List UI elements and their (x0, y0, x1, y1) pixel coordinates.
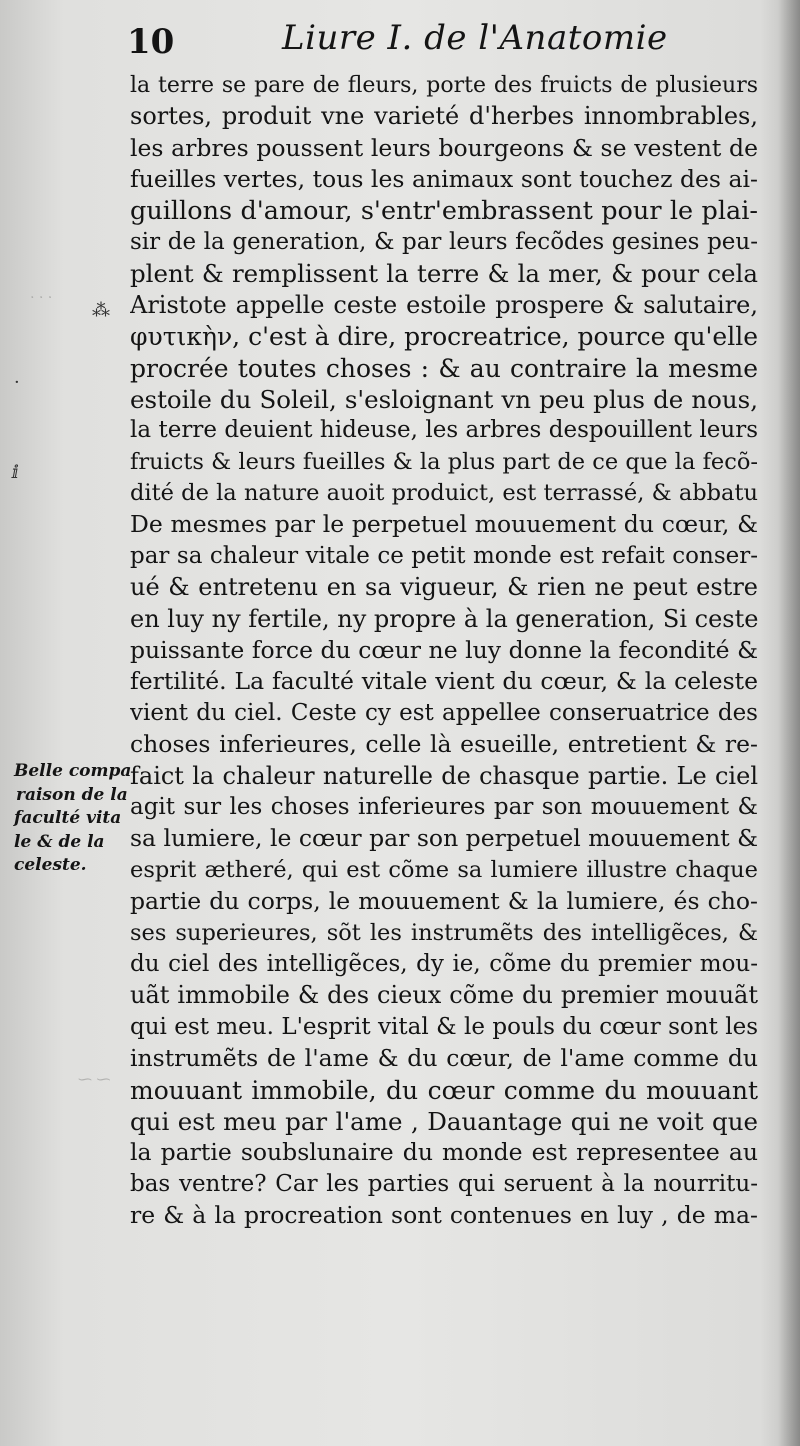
text-line: la terre se pare de fleurs, porte des fruicts de plusieurs (130, 73, 758, 98)
running-head: Liure I. de l'Anatomie (282, 18, 668, 58)
text-line: φυτικὴν, c'est à dire, procreatrice, pource qu'elle (130, 322, 758, 352)
margin-note-line: celeste. (14, 855, 87, 875)
ink-speck: · (14, 372, 20, 393)
text-line: estoile du Soleil, s'esloignant vn peu plus de nous, (130, 384, 758, 414)
text-line: les arbres poussent leurs bourgeons & se vestent de (130, 133, 758, 162)
text-line: instrumẽts de l'ame & du cœur, de l'ame comme du (130, 1044, 758, 1073)
text-line: ses superieures, sõt les instrumẽts des intelligẽces, & (130, 919, 758, 946)
text-line: Aristote appelle ceste estoile prospere & salutaire, (130, 290, 758, 319)
margin-note-line: le & de la (14, 831, 105, 852)
text-line: en luy ny fertile, ny propre à la generation, Si ceste (130, 604, 758, 633)
text-line: guillons d'amour, s'entr'embrassent pour le plai- (130, 195, 758, 226)
show-through-smudge: · · · (30, 290, 53, 306)
text-line: fruicts & leurs fueilles & la plus part de ce que la fecõ- (130, 448, 758, 475)
text-line: du ciel des intelligẽces, dy ie, cõme du premier mou- (130, 950, 758, 977)
margin-note-line: Belle compa (14, 761, 132, 781)
text-line: esprit ætheré, qui est cõme sa lumiere illustre chaque (130, 856, 758, 883)
margin-note (14, 760, 134, 878)
text-line: procrée toutes choses : & au contraire la mesme (130, 353, 758, 383)
text-line: re & à la procreation sont contenues en luy , de ma- (130, 1201, 758, 1230)
text-line: agit sur les choses inferieures par son mouuement & (130, 793, 758, 820)
text-line: partie du corps, le mouuement & la lumiere, és cho- (130, 887, 758, 916)
text-line: qui est meu. L'esprit vital & le pouls du cœur sont les (130, 1013, 758, 1040)
text-line: choses inferieures, celle là esueille, entretient & re- (130, 730, 758, 759)
text-line: plent & remplissent la terre & la mer, & pour cela (130, 259, 758, 289)
text-line: par sa chaleur vitale ce petit monde est refait conser- (130, 542, 758, 569)
text-line: sortes, produit vne varieté d'herbes innombrables, (130, 102, 758, 131)
margin-note-line: faculté vita (14, 808, 122, 828)
text-line: bas ventre? Car les parties qui seruent à la nourritu- (130, 1170, 758, 1197)
text-line: puissante force du cœur ne luy donne la fecondité & (130, 636, 758, 665)
page-number: 10 (127, 22, 175, 62)
text-line: sir de la generation, & par leurs fecõdes gesines peu- (130, 228, 758, 255)
margin-note-line: raison de la (16, 784, 128, 805)
ink-speck: ⁂ (92, 300, 110, 321)
text-line: De mesmes par le perpetuel mouuement du cœur, & (130, 510, 758, 539)
text-line: qui est meu par l'ame , Dauantage qui ne voit que (130, 1106, 758, 1136)
text-line: mouuant immobile, du cœur comme du mouuant (130, 1075, 758, 1105)
ink-speck: ⅈ (12, 462, 19, 483)
text-line: fueilles vertes, tous les animaux sont touchez des ai- (130, 165, 758, 194)
text-line: sa lumiere, le cœur par son perpetuel mouuement & (130, 824, 758, 853)
text-line: dité de la nature auoit produict, est terrassé, & abbatu (130, 480, 758, 507)
body-text (130, 70, 758, 1231)
text-line: la terre deuient hideuse, les arbres despouillent leurs (130, 417, 758, 444)
text-line: ué & entretenu en sa vigueur, & rien ne peut estre (130, 573, 758, 602)
text-line: uãt immobile & des cieux cõme du premier mouuãt (130, 981, 758, 1010)
text-line: vient du ciel. Ceste cy est appellee conseruatrice des (130, 699, 758, 726)
text-line: faict la chaleur naturelle de chasque partie. Le ciel (130, 761, 758, 790)
text-line: fertilité. La faculté vitale vient du cœur, & la celeste (130, 667, 758, 696)
show-through-smudge: ⁓ ⁓ (78, 1072, 111, 1088)
text-line: la partie soubslunaire du monde est representee au (130, 1138, 758, 1167)
